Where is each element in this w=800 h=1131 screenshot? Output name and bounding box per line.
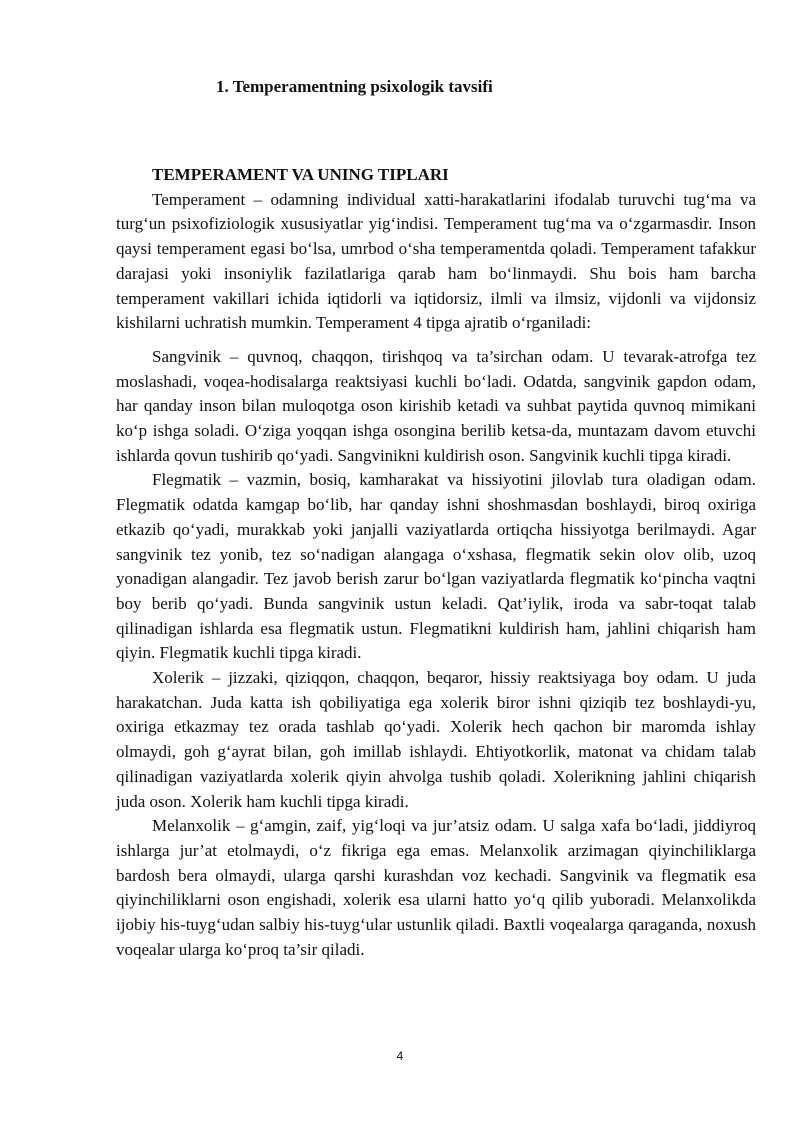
paragraph-melanxolik: Melanxolik – g‘amgin, zaif, yig‘loqi va jur’atsiz odam. U salga xafa bo‘ladi, jiddiyroq ishlarga jur’at etolmaydi, o‘z fikriga ega emas. Melanxolik arzimagan qiyinchiliklarga bardosh bera olmaydi, ularga qarshi kurashdan voz kechadi. Sangvinik va flegmatik esa qiyinchiliklarni oson engishadi, xolerik esa ularni hatto yo‘q qilib yuboradi. Melanxolikda ijobiy his-tuyg‘udan salbiy his-tuyg‘ular ustunlik qiladi. Baxtli voqealarga qaraganda, noxush voqealar ularga ko‘proq ta’sir qiladi. — [116, 816, 756, 959]
page-number: 4 — [396, 1049, 404, 1063]
body-text — [116, 163, 756, 963]
paragraph-sangvinik: Sangvinik – quvnoq, chaqqon, tirishqoq va ta’sirchan odam. U tevarak-atrofga tez moslashadi, voqea-hodisalarga reaktsiyasi kuchli bo‘ladi. Odatda, sangvinik gapdon odam, har qanday inson bilan muloqotga oson kirishib ketadi va suhbat paytida quvnoq mimikani ko‘p ishga soladi. O‘ziga yoqqan ishga osongina berilib ketsa-da, muntazam davom etuvchi ishlarda qovun tushirib qo‘yadi. Sangvinikni kuldirish oson. Sangvinik kuchli tipga kiradi. — [116, 346, 756, 465]
paragraph-xolerik: Xolerik – jizzaki, qiziqqon, chaqqon, beqaror, hissiy reaktsiyaga boy odam. U juda harakatchan. Juda katta ish qobiliyatiga ega xolerik biror ishni qiziqib tez boshlaydi-yu, oxiriga etkazmay tez orada tashlab qo‘yadi. Xolerik hech qachon bir maromda ishlay olmaydi, goh g‘ayrat bilan, goh imillab ishlaydi. Ehtiyotkorlik, matonat va chidam talab qilinadigan vaziyatlarda xolerik qiyin ahvolga tushib qoladi. Xolerikning jahlini chiqarish juda oson. Xolerik ham kuchli tipga kiradi. — [116, 668, 756, 811]
paragraph-intro: Temperament – odamning individual xatti-harakatlarini ifodalab turuvchi tug‘ma va turg‘un psixofiziologik xususiyatlar yig‘indisi. Temperament tug‘ma va o‘zgarmasdir. Inson qaysi temperament egasi bo‘lsa, umrbod o‘sha temperamentda qoladi. Temperament tafakkur darajasi yoki insoniylik fazilatlariga qarab ham bo‘linmaydi. Shu bois ham barcha temperament vakillari ichida iqtidorli va iqtidorsiz, ilmli va ilmsiz, vijdonli va vijdonsiz kishilarni uchratish mumkin. Temperament 4 tipga ajratib o‘rganiladi: — [116, 189, 756, 333]
heading: TEMPERAMENT VA UNING TIPLARI — [152, 165, 449, 184]
section-title: 1. Temperamentning psixologik tavsifi — [216, 77, 493, 96]
paragraph-flegmatik: Flegmatik – vazmin, bosiq, kamharakat va hissiyotini jilovlab tura oladigan odam. Flegmatik odatda kamgap bo‘lib, har qanday ishni shoshmasdan boshlaydi, biroq oxiriga etkazib qo‘yadi, murakkab yoki janjalli vaziyatlarda ortiqcha hissiyotga berilmaydi. Agar sangvinik tez yonib, tez so‘nadigan alangaga o‘xshasa, flegmatik sekin olov olib, uzoq yonadigan alangadir. Tez javob berish zarur bo‘lgan vaziyatlarda flegmatik ko‘pincha vaqtni boy berib qo‘yadi. Bunda sangvinik ustun keladi. Qat’iylik, iroda va sabr-toqat talab qilinadigan ishlarda esa flegmatik ustun. Flegmatikni kuldirish ham, jahlini chiqarish ham qiyin. Flegmatik kuchli tipga kiradi. — [116, 470, 756, 663]
